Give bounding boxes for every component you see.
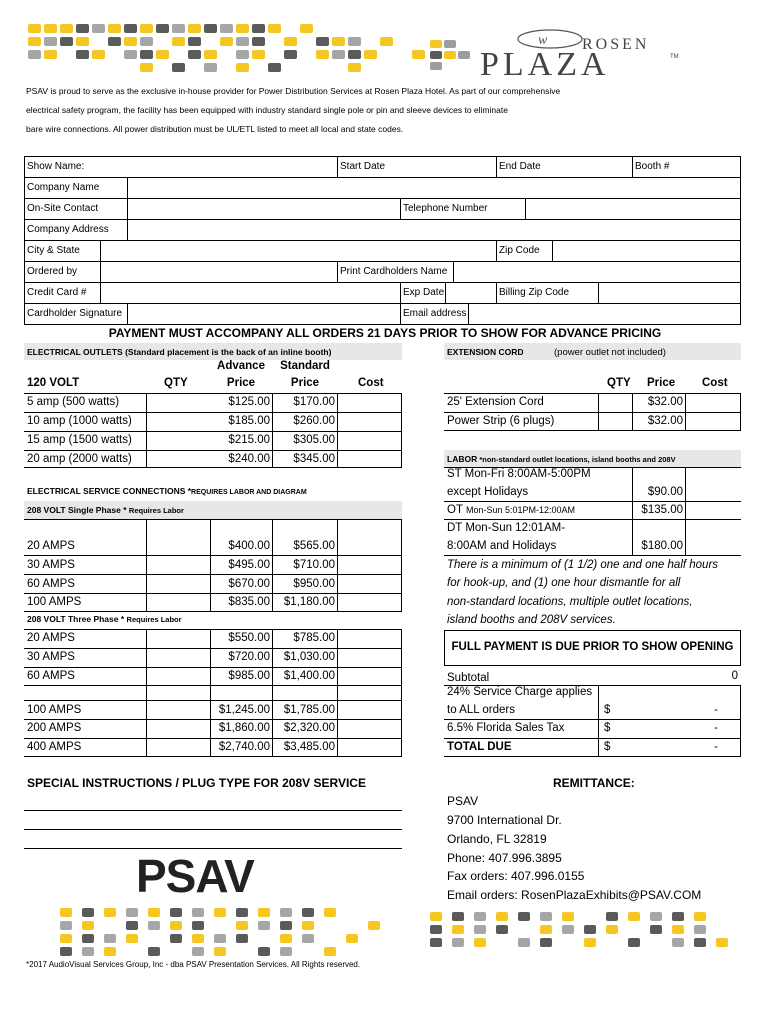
bottom-tile-graphic [430,912,750,956]
bottom-tile-pattern-right [430,912,750,956]
outlet-cost-input[interactable] [339,452,399,466]
three-row-adv: $550.00 [228,632,270,644]
top-tile-pattern [28,24,428,76]
outlet-qty-input[interactable] [148,433,270,448]
footer-copyright: *2017 AudioVisual Services Group, Inc - dba PSAV Presentation Services. All Rights reserved. [26,960,361,969]
extension-cost-header: Cost [702,377,728,389]
cardholder-signature-label: Cardholder Signature [27,308,123,319]
three-cost-input[interactable] [339,631,399,754]
tax-dash: - [714,722,718,734]
three-row-std: $3,485.00 [283,741,335,753]
outlet-row-adv: $125.00 [228,396,270,408]
three-row-label: 200 AMPS [27,722,82,734]
single-qty-input[interactable] [148,521,208,609]
three-row-label: 20 AMPS [27,632,75,644]
credit-card-field[interactable] [102,284,398,301]
onsite-contact-field[interactable] [129,200,398,217]
three-row-std: $1,030.00 [283,651,335,663]
special-instructions-heading: SPECIAL INSTRUCTIONS / PLUG TYPE FOR 208V SERVICE [27,776,366,790]
three-qty-input[interactable] [148,631,208,754]
outlet-row-adv: $185.00 [228,415,270,427]
three-row-label: 30 AMPS [27,651,75,663]
remit-line: Orlando, FL 32819 [447,832,547,846]
booth-label: Booth # [635,161,670,172]
single-row-adv: $835.00 [228,596,270,608]
remit-line: Phone: 407.996.3895 [447,851,562,865]
outlet-qty-input[interactable] [148,395,270,410]
outlet-row-label: 5 amp (500 watts) [27,396,120,408]
end-date-field[interactable] [550,158,630,175]
single-row-label: 100 AMPS [27,596,82,608]
labor-note-line: for hook-up, and (1) one hour dismantle for all [447,577,681,589]
intro-line-3: bare wire connections. All power distribution must be UL/ETL listed to meet all local and state codes. [26,124,404,134]
remit-email[interactable]: Email orders: RosenPlazaExhibits@PSAV.COM [447,888,702,902]
tax-dollar: $ [604,722,611,734]
three-phase-header: 208 VOLT Three Phase * Requires Labor [27,614,182,624]
billing-zip-label: Billing Zip Code [499,287,570,298]
labor-dt-line2: 8:00AM and Holidays [447,540,557,552]
three-row-label: 100 AMPS [27,704,82,716]
telephone-label: Telephone Number [403,203,488,214]
advance-header-top: Advance [217,360,265,372]
three-row-label: 60 AMPS [27,670,75,682]
three-row-adv: $2,740.00 [218,741,270,753]
end-date-label: End Date [499,161,541,172]
total-dollar: $ [604,741,611,753]
service-charge-dollar: $ [604,704,611,716]
zip-field[interactable] [554,242,738,259]
extension-cost-input[interactable] [687,395,739,428]
payment-banner: PAYMENT MUST ACCOMPANY ALL ORDERS 21 DAYS PRIOR TO SHOW FOR ADVANCE PRICING [108,326,662,340]
svg-text:w: w [538,33,548,48]
service-charge-dash: - [714,704,718,716]
outlet-row-std: $345.00 [293,453,335,465]
extension-row-price: $32.00 [647,396,683,408]
rosen-plaza-logo [430,26,690,84]
cardholder-signature-field[interactable] [129,305,398,322]
labor-dt-line1: DT Mon-Sun 12:01AM- [447,522,566,534]
billing-zip-field[interactable] [600,284,738,301]
three-row-std: $785.00 [293,632,335,644]
labor-st-price: $90.00 [647,486,683,498]
remit-line: PSAV [447,794,479,808]
outlet-row-std: $170.00 [293,396,335,408]
service-charge-line2: to ALL orders [447,704,515,716]
start-date-label: Start Date [340,161,386,172]
show-name-field[interactable] [100,158,334,175]
bottom-tile-pattern-left [60,908,400,956]
company-address-field[interactable] [129,221,738,238]
three-row-adv: $720.00 [228,651,270,663]
three-row-std: $1,785.00 [283,704,335,716]
outlet-qty-input[interactable] [148,452,270,466]
show-name-label: Show Name: [27,161,85,172]
outlet-row-adv: $240.00 [228,453,270,465]
logo-plaza-text: PLAZA [480,46,610,83]
tile-pattern-graphic [28,24,428,76]
labor-cost-input[interactable] [687,469,739,553]
three-row-adv: $1,245.00 [218,704,270,716]
labor-st-line2: except Holidays [447,486,529,498]
three-row-adv: $1,860.00 [218,722,270,734]
print-cardholder-field[interactable] [455,263,738,280]
extension-note: (power outlet not included) [554,347,666,358]
labor-note-line: non-standard locations, multiple outlet locations, [447,596,693,608]
extension-row-price: $32.00 [647,415,683,427]
extension-price-header: Price [647,377,676,389]
remittance-title: REMITTANCE: [553,776,635,790]
logo-rosen-text: ROSEN [582,36,650,53]
volt-120-header: 120 VOLT [27,377,80,389]
single-row-label: 30 AMPS [27,559,75,571]
exp-date-field[interactable] [447,284,494,301]
outlet-cost-input[interactable] [339,433,399,448]
tax-label: 6.5% Florida Sales Tax [447,722,565,734]
ordered-by-label: Ordered by [27,266,78,277]
special-instructions-field[interactable] [24,794,402,848]
labor-ot: OT Mon-Sun 5:01PM-12:00AM [447,504,576,516]
outlets-qty-header: QTY [164,377,188,389]
three-row-std: $1,400.00 [283,670,335,682]
single-row-adv: $670.00 [228,578,270,590]
subtotal-value: 0 [731,670,738,682]
service-header: ELECTRICAL SERVICE CONNECTIONS *REQUIRES LABOR AND DIAGRAM [27,486,307,496]
outlet-cost-input[interactable] [339,395,399,410]
company-address-label: Company Address [27,224,109,235]
labor-note-line: island booths and 208V services. [447,614,616,626]
logo-tm-text: TM [670,54,679,60]
onsite-contact-label: On-Site Contact [27,203,99,214]
single-row-adv: $400.00 [228,540,270,552]
print-cardholder-label: Print Cardholders Name [340,266,448,277]
zip-label: Zip Code [499,245,540,256]
single-phase-header: 208 VOLT Single Phase * Requires Labor [27,505,184,515]
city-state-label: City & State [27,245,80,256]
outlet-row-label: 20 amp (2000 watts) [27,453,132,465]
single-row-adv: $495.00 [228,559,270,571]
credit-card-label: Credit Card # [27,287,87,298]
extension-header: EXTENSION CORD [447,347,524,357]
outlet-row-std: $260.00 [293,415,335,427]
single-row-label: 20 AMPS [27,540,75,552]
telephone-field[interactable] [527,200,738,217]
booth-field[interactable] [680,158,738,175]
email-label: Email address [403,308,467,319]
extension-qty-input[interactable] [600,395,630,428]
single-row-std: $565.00 [293,540,335,552]
total-due-label: TOTAL DUE [447,741,512,753]
start-date-field[interactable] [400,158,494,175]
extension-row-label: Power Strip (6 plugs) [447,415,555,427]
standard-header-top: Standard [280,360,330,372]
advance-header: Price [226,377,256,389]
outlets-cost-header: Cost [358,377,384,389]
outlet-row-adv: $215.00 [228,434,270,446]
standard-header: Price [290,377,320,389]
full-payment-banner: FULL PAYMENT IS DUE PRIOR TO SHOW OPENING [451,641,734,653]
outlet-cost-input[interactable] [339,414,399,429]
labor-st-line1: ST Mon-Fri 8:00AM-5:00PM [447,468,591,480]
intro-line-1: PSAV is proud to serve as the exclusive in-house provider for Power Distribution Services at Rosen Plaza Hotel. As part of our comprehensive [26,86,561,96]
single-row-std: $950.00 [293,578,335,590]
extension-qty-header: QTY [607,377,631,389]
email-field[interactable] [470,305,738,322]
psav-logo: PSAV [136,850,254,902]
service-charge-line1: 24% Service Charge applies [447,686,593,698]
outlets-header: ELECTRICAL OUTLETS (Standard placement is the back of an inline booth) [27,347,332,357]
single-row-std: $710.00 [293,559,335,571]
three-row-adv: $985.00 [228,670,270,682]
labor-ot-price: $135.00 [641,504,683,516]
ordered-by-field[interactable] [102,263,335,280]
labor-note-line: There is a minimum of (1 1/2) one and one half hours [447,559,719,571]
total-dash: - [714,741,718,753]
labor-header: LABOR *non-standard outlet locations, island booths and 208V [447,454,676,464]
labor-dt-price: $180.00 [641,540,683,552]
outlet-row-label: 10 amp (1000 watts) [27,415,132,427]
company-name-label: Company Name [27,182,100,193]
outlet-row-label: 15 amp (1500 watts) [27,434,132,446]
exp-date-label: Exp Date [403,287,445,298]
subtotal-label: Subtotal [447,672,490,684]
single-row-std: $1,180.00 [283,596,335,608]
remit-line: Fax orders: 407.996.0155 [447,869,585,883]
city-state-field[interactable] [102,242,494,259]
three-row-label: 400 AMPS [27,741,82,753]
intro-line-2: electrical safety program, the facility has been equipped with industry standard single pole or pin and sleeve devices to eliminate [26,105,508,115]
extension-row-label: 25' Extension Cord [447,396,544,408]
single-row-label: 60 AMPS [27,578,75,590]
outlet-row-std: $305.00 [293,434,335,446]
single-cost-input[interactable] [339,521,399,609]
outlet-qty-input[interactable] [148,414,270,429]
remit-line: 9700 International Dr. [447,813,562,827]
bottom-tile-graphic [60,908,400,956]
three-row-std: $2,320.00 [283,722,335,734]
company-name-field[interactable] [129,179,738,196]
